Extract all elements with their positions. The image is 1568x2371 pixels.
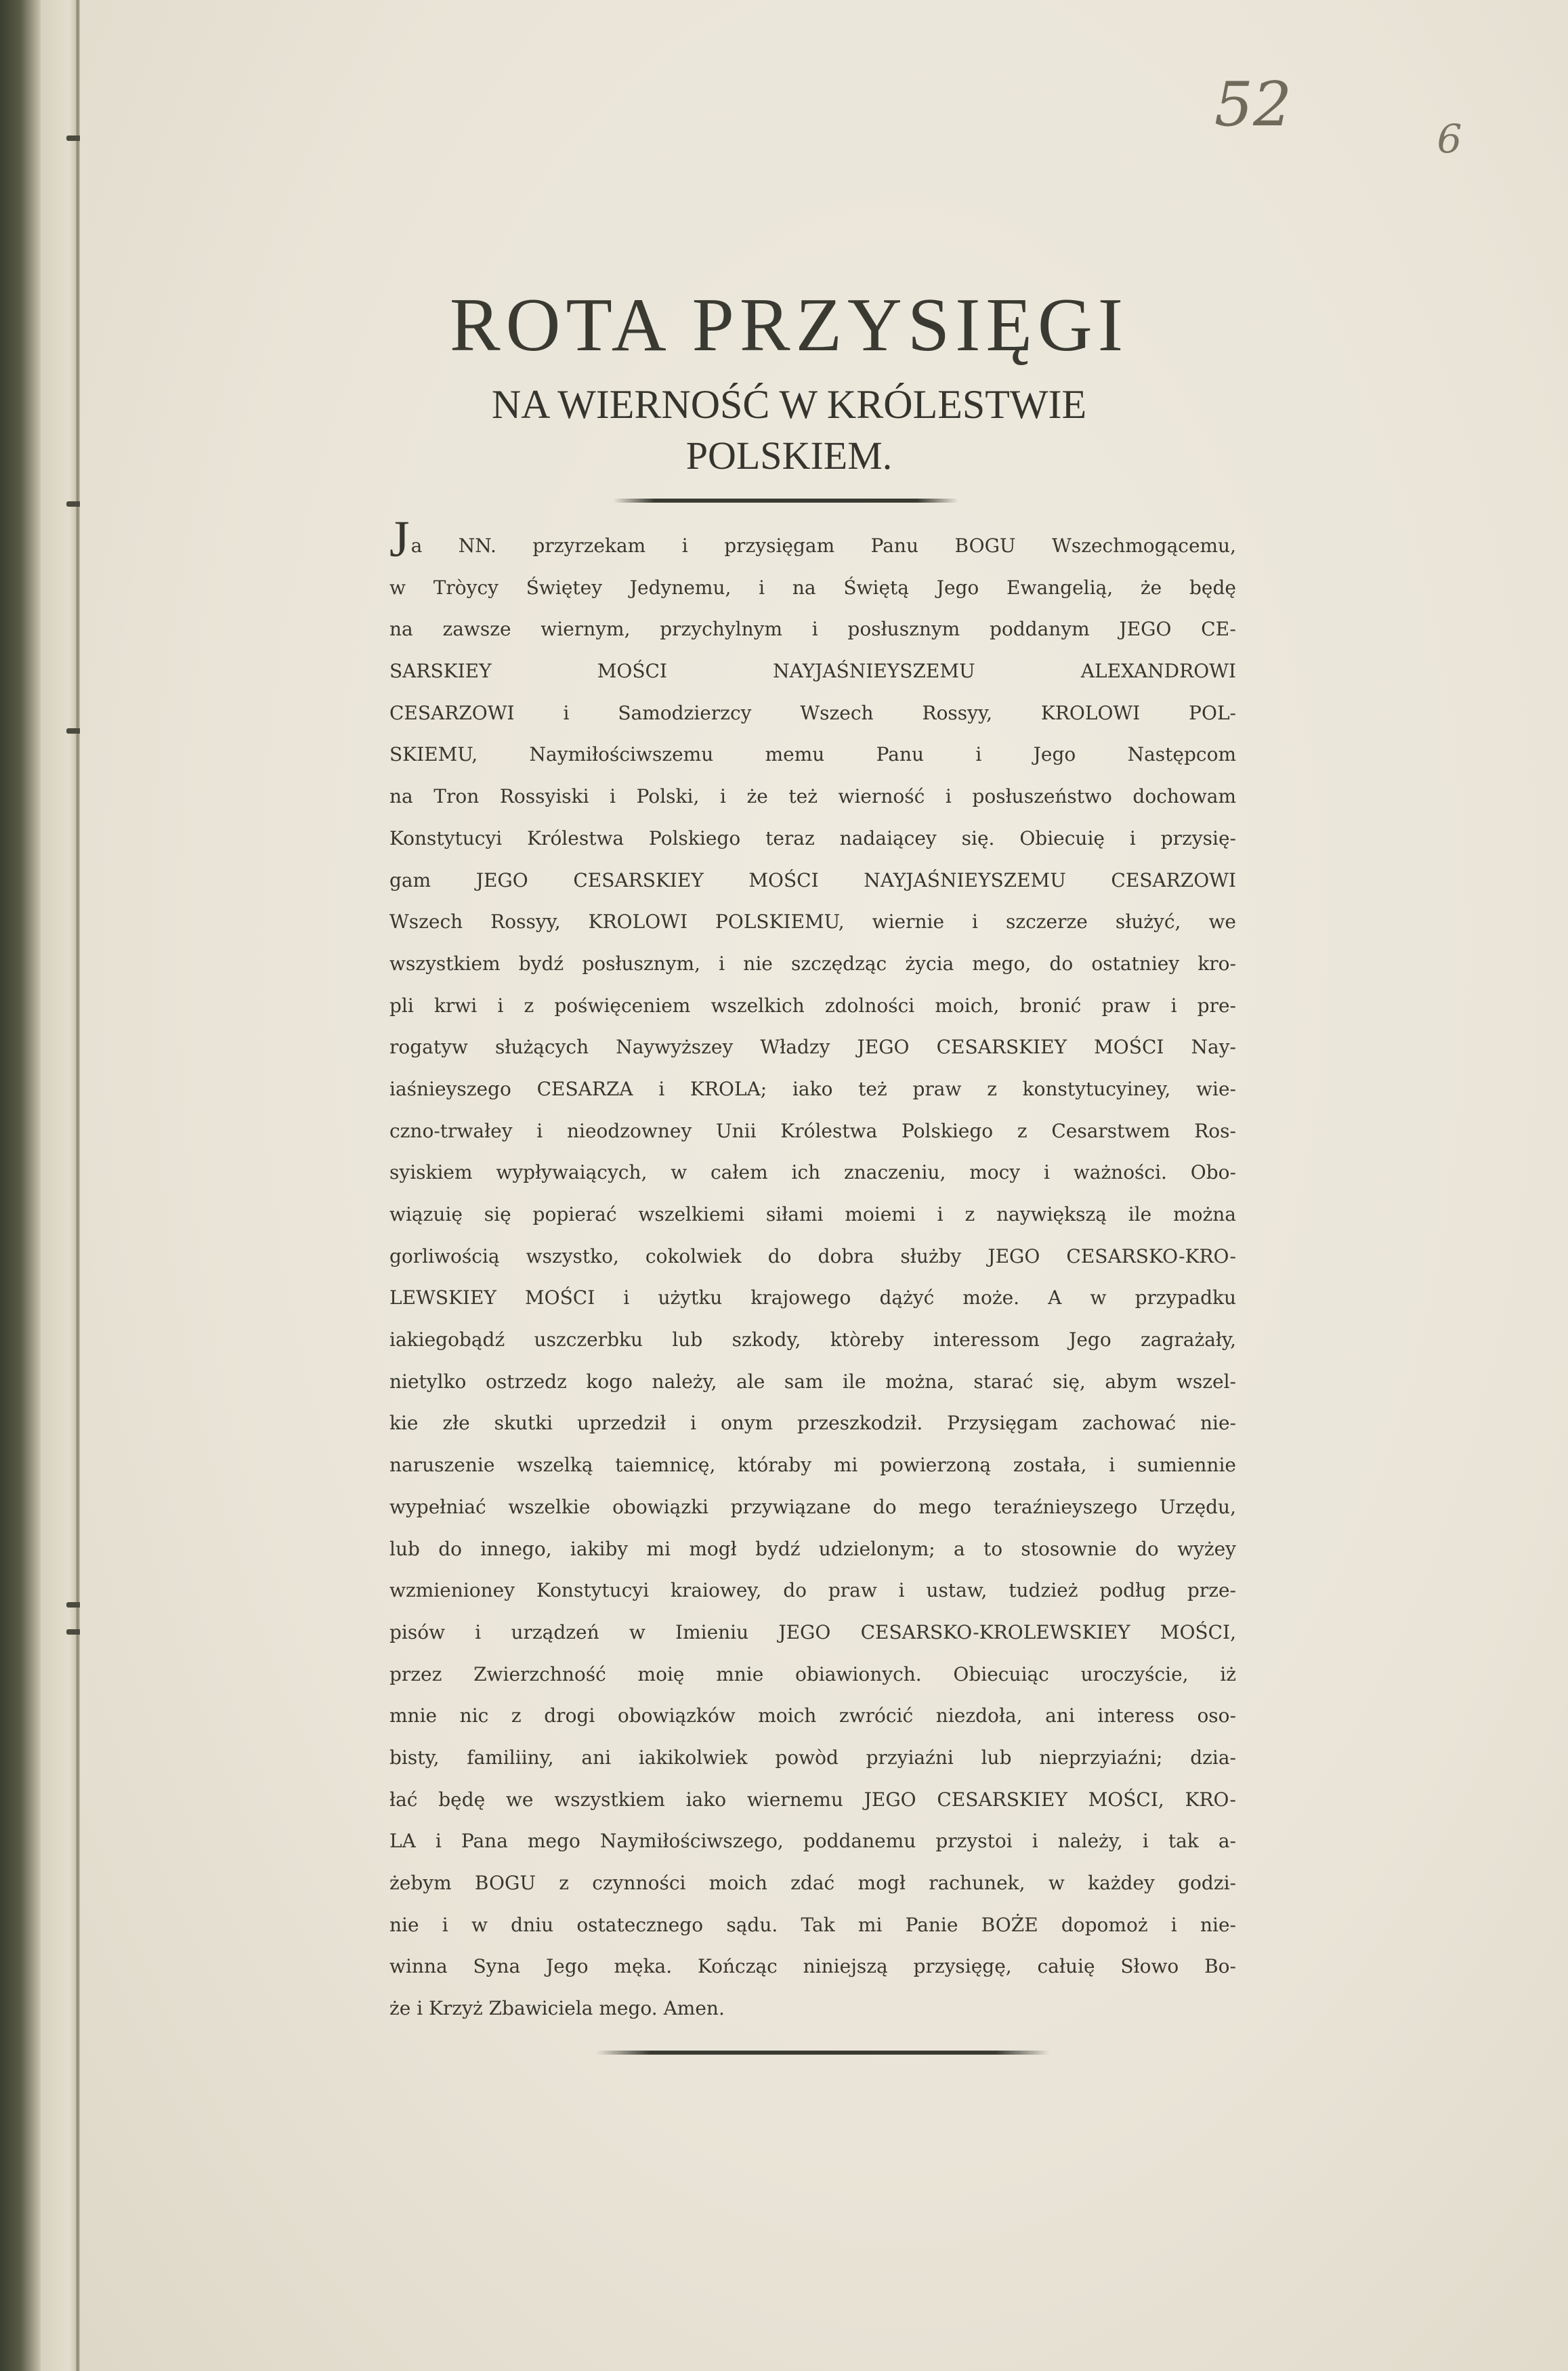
- top-divider-rule: [613, 499, 958, 503]
- oath-line: w Tròycy Świętey Jedynemu, i na Świętą Jego Ewangelią, że będę: [389, 576, 1236, 599]
- document-title: ROTA PRZYSIĘGI: [449, 283, 1129, 367]
- oath-line: Ja NN. przyrzekam i przysięgam Panu BOGU Wszechmogącemu,: [389, 511, 1236, 568]
- oath-line: wypełniać wszelkie obowiązki przywiązane do mego teraźnieyszego Urzędu,: [389, 1495, 1236, 1518]
- oath-line: że i Krzyż Zbawiciela mego. Amen.: [389, 1997, 725, 2020]
- oath-line: syiskiem wypływaiących, w całem ich znaczeniu, mocy i ważności. Obo-: [389, 1161, 1236, 1184]
- oath-line: SARSKIEY MOŚCI NAYJAŚNIEYSZEMU ALEXANDROWI: [389, 660, 1236, 683]
- oath-line: iakiegobądź uszczerbku lub szkody, ktòreby interessom Jego zagrażały,: [389, 1328, 1236, 1351]
- oath-line: pisów i urządzeń w Imieniu JEGO CESARSKO-KROLEWSKIEY MOŚCI,: [389, 1620, 1236, 1643]
- oath-line: nie i w dniu ostatecznego sądu. Tak mi Panie BOŻE dopomoż i nie-: [389, 1913, 1236, 1936]
- oath-line: winna Syna Jego męka. Kończąc niniejszą przysięgę, całuię Słowo Bo-: [389, 1955, 1236, 1978]
- oath-line: przez Zwierzchność moię mnie obiawionych. Obiecuiąc uroczyście, iż: [389, 1662, 1236, 1685]
- handwritten-page-number: 52: [1214, 69, 1292, 140]
- oath-line: Wszech Rossyy, KROLOWI POLSKIEMU, wiernie i szczerze służyć, we: [389, 910, 1236, 933]
- oath-line: wiązuię się popierać wszelkiemi siłami moiemi i z naywiększą ile można: [389, 1203, 1236, 1225]
- oath-line: Konstytucyi Królestwa Polskiego teraz nadaiącey się. Obiecuię i przysię-: [389, 826, 1236, 849]
- oath-line: iaśnieyszego CESARZA i KROLA; iako też praw z konstytucyiney, wie-: [389, 1077, 1236, 1100]
- drop-cap: J: [389, 511, 410, 568]
- document-subtitle: NA WIERNOŚĆ W KRÓLESTWIE: [491, 382, 1087, 427]
- oath-line: LA i Pana mego Naymiłościwszego, poddanemu przystoi i należy, i tak a-: [389, 1830, 1236, 1853]
- oath-line: naruszenie wszelką taiemnicę, któraby mi powierzoną została, i sumiennie: [389, 1454, 1236, 1477]
- adjacent-page-edge: [41, 0, 81, 2371]
- document-subtitle-line-2: POLSKIEM.: [685, 434, 893, 478]
- oath-line: CESARZOWI i Samodzierzcy Wszech Rossyy, KROLOWI POL-: [389, 701, 1236, 724]
- oath-line: SKIEMU, Naymiłościwszemu memu Panu i Jego Następcom: [389, 743, 1236, 766]
- binding-strip: [0, 0, 41, 2371]
- oath-line: bisty, familiiny, ani iakikolwiek powòd przyiaźni lub nieprzyiaźni; dzia-: [389, 1746, 1236, 1769]
- oath-line: lub do innego, iakiby mi mogł bydź udzielonym; a to stosownie do wyżey: [389, 1537, 1236, 1560]
- oath-line: żebym BOGU z czynności moich zdać mogł rachunek, w każdey godzi-: [389, 1872, 1236, 1894]
- oath-line: rogatyw służących Naywyższey Władzy JEGO CESARSKIEY MOŚCI Nay-: [389, 1036, 1236, 1059]
- oath-line: na Tron Rossyiski i Polski, i że też wierność i posłuszeństwo dochowam: [389, 785, 1236, 808]
- oath-line: mnie nic z drogi obowiązków moich zwrócić niezdoła, ani interess oso-: [389, 1704, 1236, 1727]
- oath-line: czno-trwałey i nieodzowney Unii Królestwa Polskiego z Cesarstwem Ros-: [389, 1119, 1236, 1142]
- oath-line: nietylko ostrzedz kogo należy, ale sam ile można, starać się, abym wszel-: [389, 1370, 1236, 1393]
- oath-line: wzmienioney Konstytucyi kraiowey, do praw i ustaw, tudzież podług prze-: [389, 1579, 1236, 1602]
- handwritten-corner-number: 6: [1437, 116, 1462, 162]
- oath-line: na zawsze wiernym, przychylnym i posłusznym poddanym JEGO CE-: [389, 618, 1236, 641]
- oath-line: wszystkiem bydź posłusznym, i nie szczędząc życia mego, do ostatniey kro-: [389, 952, 1236, 975]
- oath-line: gorliwością wszystko, cokolwiek do dobra służby JEGO CESARSKO-KRO-: [389, 1244, 1236, 1267]
- oath-line: LEWSKIEY MOŚCI i użytku krajowego dążyć może. A w przypadku: [389, 1286, 1236, 1309]
- oath-line: łać będę we wszystkiem iako wiernemu JEGO CESARSKIEY MOŚCI, KRO-: [389, 1788, 1236, 1811]
- oath-line: gam JEGO CESARSKIEY MOŚCI NAYJAŚNIEYSZEMU CESARZOWI: [389, 868, 1236, 891]
- bottom-divider-rule: [596, 2051, 1050, 2055]
- oath-line: kie złe skutki uprzedził i onym przeszkodził. Przysięgam zachować nie-: [389, 1412, 1236, 1435]
- oath-body-text: [389, 511, 1236, 2036]
- oath-line: pli krwi i z poświęceniem wszelkich zdolności moich, bronić praw i pre-: [389, 994, 1236, 1017]
